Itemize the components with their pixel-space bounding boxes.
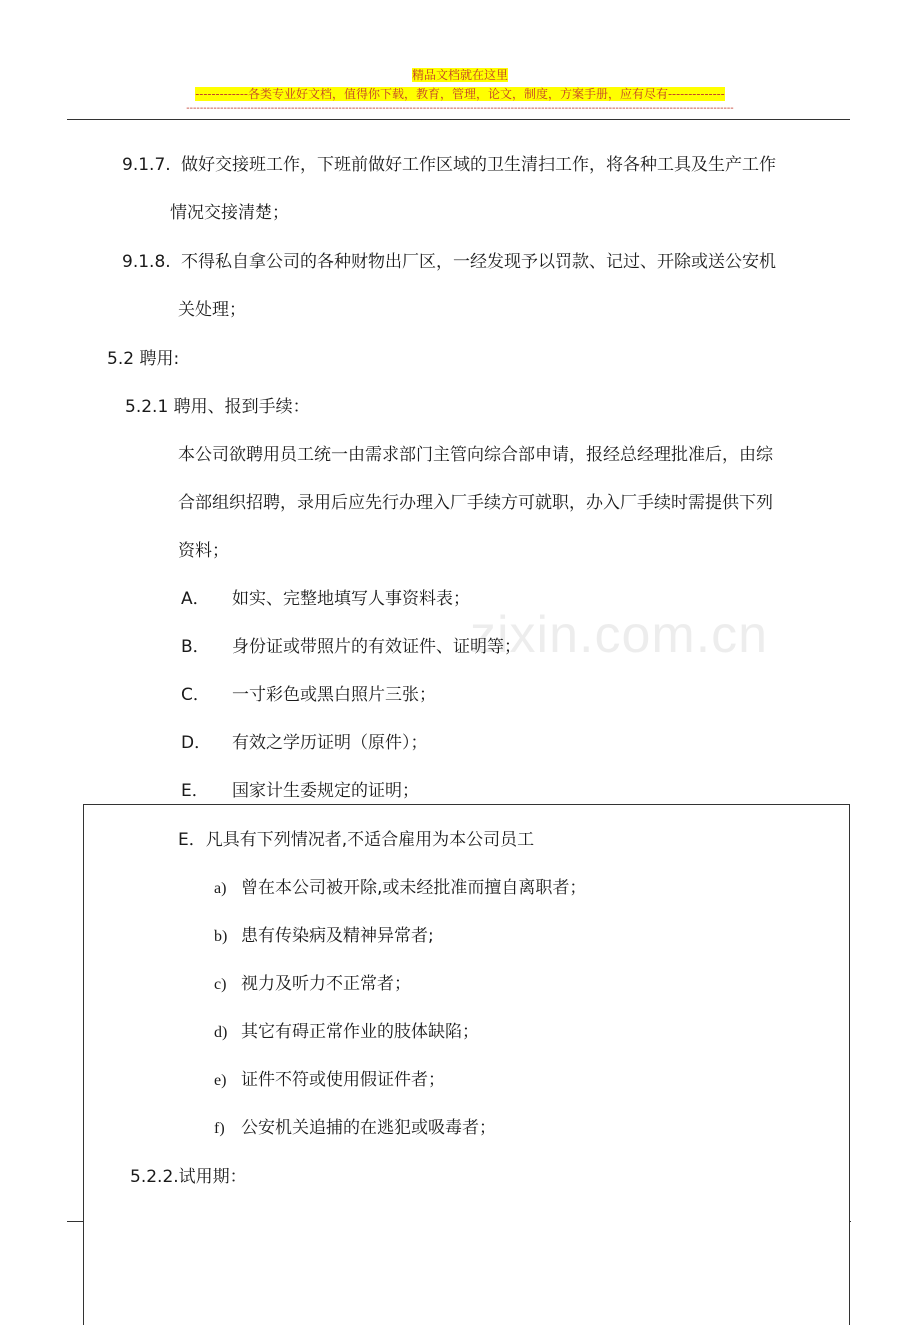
section-918-line1: 不得私自拿公司的各种财物出厂区，一经发现予以罚款、记过、开除或送公安机 [181,252,776,272]
item-a-label: A． [181,589,210,609]
paragraph-line1: 本公司欲聘用员工统一由需求部门主管向综合部申请，报经总经理批准后，由综 [178,445,773,465]
section-917-number: 9.1.7. [122,155,171,175]
sub-item-b-label: b) [214,928,228,945]
sub-item-e-text: 证件不符或使用假证件者； [241,1070,445,1090]
sub-item-a-text: 曾在本公司被开除,或未经批准而擅自离职者； [241,878,587,898]
footer-divider-left [67,1221,83,1222]
section-522-heading: 5.2.2.试用期： [130,1167,247,1187]
sub-item-f-label: f) [214,1120,225,1137]
header-dashed-rule: ------------------------------------------------------------------------------------------------------------------------------------------------------------------ [186,103,734,114]
item-b-text: 身份证或带照片的有效证件、证明等； [232,637,521,657]
item-a-text: 如实、完整地填写人事资料表； [232,589,470,609]
item-d-text: 有效之学历证明（原件）； [232,733,428,753]
sub-item-f-text: 公安机关追捕的在逃犯或吸毒者； [241,1118,496,1138]
item-e-label: E． [181,781,209,801]
section-917-line1: 做好交接班工作，下班前做好工作区域的卫生清扫工作，将各种工具及生产工作 [181,155,776,175]
section-918-number: 9.1.8. [122,252,171,272]
box-heading: E．凡具有下列情况者,不适合雇用为本公司员工 [178,830,535,850]
paragraph-line3: 资料； [178,541,229,561]
sub-item-c-text: 视力及听力不正常者； [241,974,411,994]
header-title: 精品文档就在这里 [411,68,508,82]
section-918-line2: 关处理； [178,300,246,320]
sub-item-d-label: d) [214,1024,228,1041]
item-c-text: 一寸彩色或黑白照片三张； [232,685,436,705]
sub-item-b-text: 患有传染病及精神异常者; [241,926,434,946]
sub-item-c-label: c) [214,976,227,993]
sub-item-a-label: a) [214,880,227,897]
header-divider [67,119,850,120]
item-d-label: D． [181,733,212,753]
paragraph-line2: 合部组织招聘，录用后应先行办理入厂手续方可就职，办入厂手续时需提供下列 [178,493,773,513]
sub-item-d-text: 其它有碍正常作业的肢体缺陷； [241,1022,479,1042]
section-917-line2: 情况交接清楚； [170,203,289,223]
section-52-heading: 5.2 聘用: [107,349,180,369]
item-e-text: 国家计生委规定的证明； [232,781,419,801]
watermark: zixin.com.cn [470,606,769,664]
header-subtitle: -------------各类专业好文档，值得你下载，教育，管理，论文，制度，方案手册，应有尽有-------------- [195,87,725,101]
footer-divider-right [849,1221,851,1222]
sub-item-e-label: e) [214,1072,227,1089]
item-c-label: C． [181,685,210,705]
item-b-label: B． [181,637,210,657]
section-521-heading: 5.2.1 聘用、报到手续： [125,397,310,417]
